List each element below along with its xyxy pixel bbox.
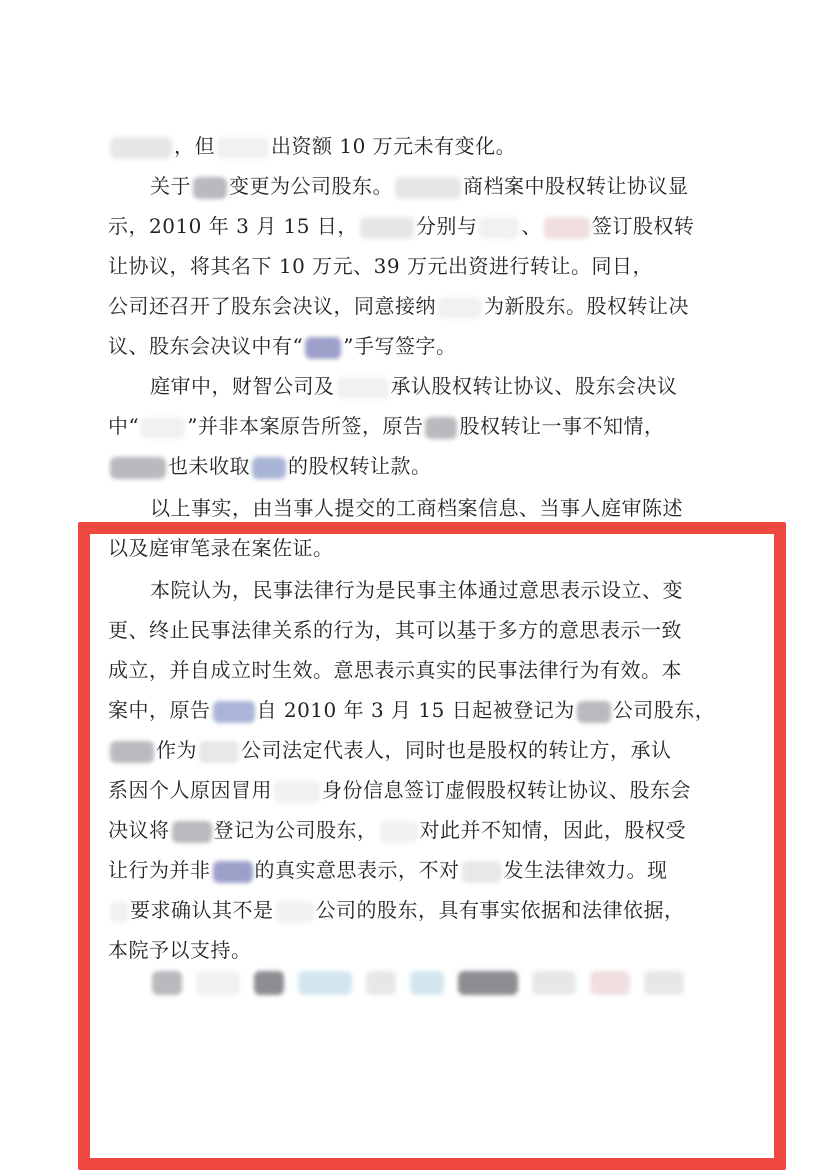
text-segment: 让行为并非: [108, 858, 211, 882]
text-segment: ”手写签字。: [343, 334, 457, 358]
highlight-box: [78, 522, 786, 1170]
text-segment: 成立，并自成立时生效。意思表示真实的民事法律行为有效。本: [108, 658, 682, 682]
text-segment: 案中，原告: [108, 698, 211, 722]
redacted-name: [193, 177, 227, 199]
redacted-name: [360, 217, 414, 239]
text-segment: 承认股权转让协议、股东会决议: [390, 374, 678, 398]
text-segment: 签订股权转: [591, 214, 695, 238]
redacted-name: [544, 217, 590, 239]
text-segment: 本院认为，民事法律行为是民事主体通过意思表示设立、变: [150, 578, 683, 602]
text-line: [108, 128, 516, 164]
text-segment: 分别与: [415, 214, 478, 238]
text-line: [108, 408, 664, 444]
text-line: [150, 168, 689, 204]
text-line: [108, 208, 694, 244]
redacted-name: [425, 417, 457, 439]
text-segment: 让协议，将其名下 10 万元、39 万元出资进行转让。同日，: [108, 254, 653, 278]
text-segment: 中“: [108, 414, 140, 438]
text-segment: 对此并不知情，因此，股权受: [419, 818, 686, 842]
text-segment: 的真实意思表示，不对: [254, 858, 460, 882]
redacted-name: [305, 337, 341, 359]
text-segment: 公司法定代表人，同时也是股权的转让方，承认: [241, 738, 672, 762]
text-segment: 本院予以支持。: [108, 938, 252, 962]
text-segment: 公司还召开了股东会决议，同意接纳: [108, 294, 436, 318]
text-segment: 的股权转让款。: [288, 454, 432, 478]
text-segment: 股权转让一事不知情，: [459, 414, 665, 438]
text-line: [108, 288, 689, 324]
text-segment: 、: [521, 214, 542, 238]
text-segment: 示，2010 年 3 月 15 日，: [108, 214, 358, 238]
text-segment: 更、终止民事法律关系的行为，其可以基于多方的意思表示一致: [108, 618, 682, 642]
text-segment: 商档案中股权转让协议显: [463, 174, 689, 198]
redacted-name: [438, 297, 482, 319]
redacted-name: [110, 137, 172, 159]
text-segment: 登记为公司股东，: [213, 818, 378, 842]
text-segment: 作为: [156, 738, 197, 762]
text-segment: 变更为公司股东。: [229, 174, 393, 198]
redacted-name: [110, 457, 166, 479]
redacted-name: [141, 417, 185, 439]
text-segment: 以及庭审笔录在案佐证。: [108, 536, 334, 560]
redacted-name: [479, 217, 519, 239]
text-line: [108, 248, 653, 284]
text-segment: 庭审中，财智公司及: [150, 374, 335, 398]
text-segment: 自 2010 年 3 月 15 日起被登记为: [256, 698, 575, 722]
redacted-name: [217, 137, 269, 159]
text-segment: 以上事实，由当事人提交的工商档案信息、当事人庭审陈述: [150, 496, 683, 520]
text-segment: ”并非本案原告所签，原告: [187, 414, 424, 438]
text-line: [108, 328, 456, 364]
text-segment: 发生法律效力。现: [503, 858, 668, 882]
text-segment: 议、股东会决议中有“: [108, 334, 304, 358]
text-segment: 身份信息签订虚假股权转让协议、股东会: [322, 778, 691, 802]
text-line: [108, 448, 432, 484]
text-segment: 公司的股东，具有事实依据和法律依据，: [315, 898, 685, 922]
text-segment: 也未收取: [168, 454, 250, 478]
text-segment: 关于: [150, 174, 191, 198]
text-segment: 系因个人原因冒用: [108, 778, 272, 802]
redacted-name: [252, 457, 286, 479]
text-line: [150, 490, 683, 526]
text-line: [150, 368, 678, 404]
text-segment: ，但: [174, 134, 215, 158]
text-segment: 决议将: [108, 818, 170, 842]
text-segment: 要求确认其不是: [130, 898, 274, 922]
redacted-name: [337, 377, 389, 399]
text-segment: 公司股东，: [612, 698, 716, 722]
text-segment: 出资额 10 万元未有变化。: [271, 134, 517, 158]
text-segment: 为新股东。股权转让决: [484, 294, 689, 318]
redacted-name: [395, 177, 461, 199]
